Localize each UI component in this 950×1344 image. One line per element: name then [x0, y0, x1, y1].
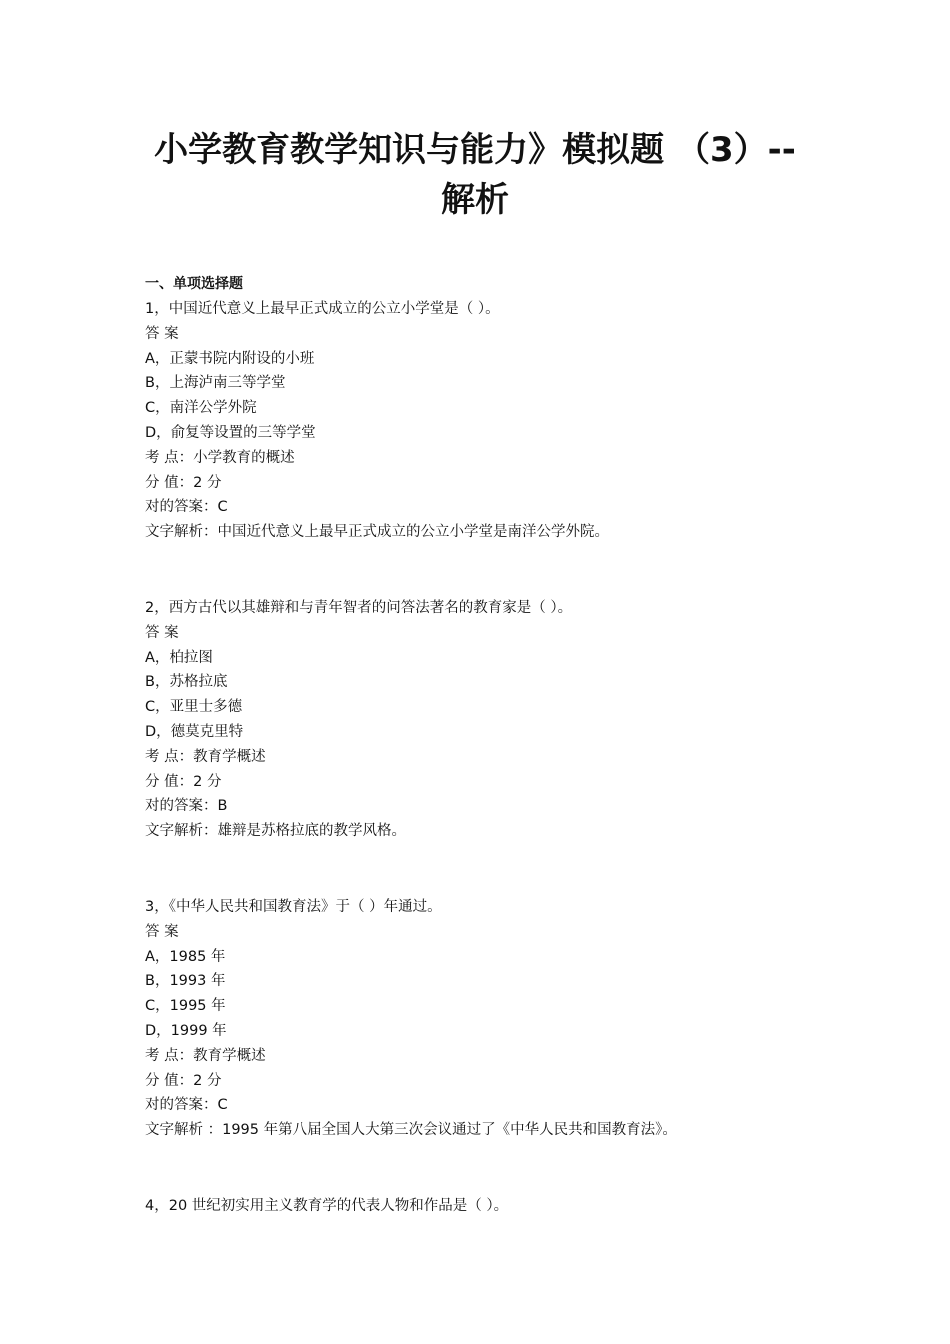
correct-answer-line: 对的答案：C: [145, 499, 228, 516]
correct-answer-line: 对的答案：C: [145, 1097, 228, 1114]
question-block-4: [145, 1194, 845, 1219]
question-block-2: [145, 596, 845, 844]
explanation-line: 文字解析：中国近代意义上最早正式成立的公立小学堂是南洋公学外院。: [145, 524, 609, 541]
answer-label: 答 案: [145, 624, 179, 641]
answer-label: 答 案: [145, 325, 179, 342]
option-b: B，苏格拉底: [145, 674, 228, 691]
topic-line: 考 点：教育学概述: [145, 748, 266, 765]
explanation-line: 文字解析：雄辩是苏格拉底的教学风格。: [145, 823, 406, 840]
document-title-line-1: 小学教育教学知识与能力》模拟题 （3）--: [154, 130, 796, 170]
option-b: B，1993 年: [145, 973, 226, 990]
section-heading: 一、单项选择题: [145, 276, 243, 292]
question-stem: 4，20 世纪初实用主义教育学的代表人物和作品是（ ）。: [145, 1198, 509, 1214]
question-stem: 2，西方古代以其雄辩和与青年智者的问答法著名的教育家是（ ）。: [145, 600, 573, 616]
option-a: A，柏拉图: [145, 649, 213, 666]
option-a: A，正蒙书院内附设的小班: [145, 350, 315, 367]
option-d: D，1999 年: [145, 1022, 227, 1039]
score-line: 分 值：2 分: [145, 474, 222, 491]
question-block-3: [145, 895, 845, 1143]
option-c: C，南洋公学外院: [145, 400, 257, 417]
question-stem: 3，《中华人民共和国教育法》于（ ）年通过。: [145, 899, 442, 915]
document-title-line-2: 解析: [441, 180, 509, 220]
option-c: C，1995 年: [145, 998, 226, 1015]
score-line: 分 值：2 分: [145, 773, 222, 790]
option-d: D，俞复等设置的三等学堂: [145, 424, 316, 441]
score-line: 分 值：2 分: [145, 1072, 222, 1089]
option-c: C，亚里士多德: [145, 699, 243, 716]
option-b: B，上海泸南三等学堂: [145, 375, 286, 392]
question-stem: 1，中国近代意义上最早正式成立的公立小学堂是（ ）。: [145, 301, 500, 317]
topic-line: 考 点：教育学概述: [145, 1047, 266, 1064]
question-block-1: [145, 297, 845, 545]
explanation-line: 文字解析 ：1995 年第八届全国人大第三次会议通过了《中华人民共和国教育法》。: [145, 1122, 677, 1139]
option-d: D，德莫克里特: [145, 723, 244, 740]
option-a: A，1985 年: [145, 948, 226, 965]
correct-answer-line: 对的答案：B: [145, 798, 228, 815]
answer-label: 答 案: [145, 923, 179, 940]
topic-line: 考 点：小学教育的概述: [145, 449, 295, 466]
